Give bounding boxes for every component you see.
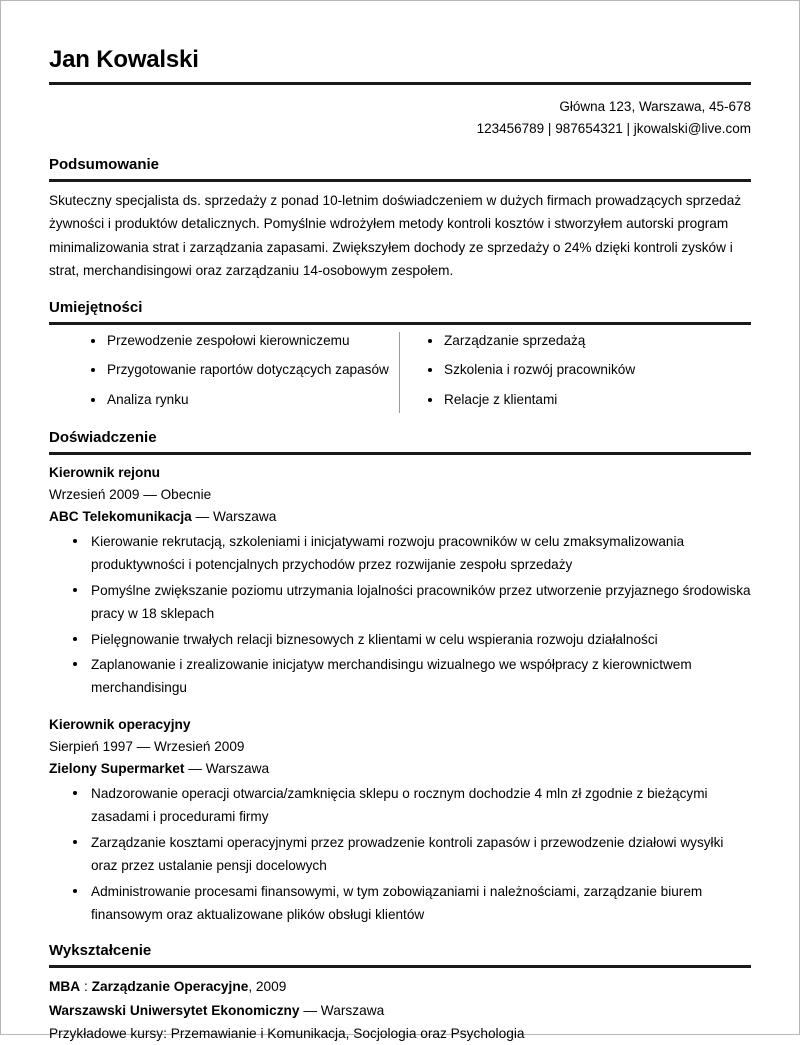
- job-duties: [49, 530, 751, 700]
- job-duties: [49, 782, 751, 926]
- job-company-line: [49, 758, 751, 780]
- job-company: ABC Telekomunikacja: [49, 508, 192, 524]
- section-title-skills: Umiejętności: [49, 298, 143, 316]
- list-item: Analiza rynku: [91, 391, 399, 409]
- list-item: Przewodzenie zespołowi kierowniczemu: [91, 332, 399, 350]
- experience-entry: [49, 462, 751, 700]
- header-divider: [49, 82, 751, 85]
- section-divider-skills: [49, 322, 751, 325]
- job-location: — Warszawa: [184, 760, 270, 776]
- degree-field: Zarządzanie Operacyjne: [91, 979, 249, 995]
- job-position: Kierownik operacyjny: [49, 716, 191, 732]
- list-item: Relacje z klientami: [428, 391, 751, 409]
- section-experience: [49, 429, 751, 927]
- job-location: — Warszawa: [191, 508, 277, 524]
- section-title-education: Wykształcenie: [49, 942, 152, 960]
- section-title-experience: Doświadczenie: [49, 428, 157, 446]
- list-item: Administrowanie procesami finansowymi, w tym zobowiązaniami i należnościami, zarządzanie biurem finansowym oraz aktualizowane plików obsługi klientów: [73, 880, 751, 927]
- job-company: Zielony Supermarket: [49, 760, 185, 776]
- list-item: Kierowanie rekrutacją, szkoleniami i inicjatywami rozwoju pracowników w celu zmaksymalizowania produktywności i potencjalnych przychodów przez rozwijanie zespołu sprzedaży: [73, 530, 751, 577]
- list-item: Przygotowanie raportów dotyczących zapasów: [91, 361, 399, 379]
- resume-header: [49, 47, 751, 140]
- job-company-line: [49, 506, 751, 528]
- list-item: Pielęgnowanie trwałych relacji biznesowych z klientami w celu wspierania rozwoju działalności: [73, 628, 751, 651]
- job-dates: Sierpień 1997 — Wrzesień 2009: [49, 738, 245, 754]
- section-skills: [49, 299, 751, 413]
- section-summary: [49, 156, 751, 283]
- list-item: Szkolenia i rozwój pracowników: [428, 361, 751, 379]
- degree-abbreviation: MBA: [49, 979, 81, 995]
- skills-column-right: [400, 332, 751, 413]
- list-item: Pomyślne zwiększanie poziomu utrzymania lojalności pracowników przez utworzenie przyjaznego środowiska pracy w 18 sklepach: [73, 579, 751, 626]
- degree-year: , 2009: [248, 979, 287, 995]
- experience-entry: [49, 714, 751, 927]
- candidate-name: Jan Kowalski: [49, 46, 199, 73]
- school-location: — Warszawa: [299, 1002, 385, 1018]
- section-divider-experience: [49, 452, 751, 455]
- section-divider-education: [49, 965, 751, 968]
- section-title-summary: Podsumowanie: [49, 156, 160, 174]
- job-dates: Wrzesień 2009 — Obecnie: [49, 486, 212, 502]
- list-item: Zarządzanie kosztami operacyjnymi przez prowadzenie kontroli zapasów i przewodzenie działowi wysyłki oraz przez ustalanie pensji docelowych: [73, 831, 751, 878]
- education-courses: Przykładowe kursy: Przemawianie i Komunikacja, Socjologia oraz Psychologia: [49, 1025, 525, 1041]
- school-name: Warszawski Uniwersytet Ekonomiczny: [49, 1002, 300, 1018]
- contact-block: [49, 96, 751, 140]
- list-item: Nadzorowanie operacji otwarcia/zamknięcia sklepu o rocznym dochodzie 4 mln zł zgodnie z bieżącymi zasadami i procedurami firmy: [73, 782, 751, 829]
- education-degree-line: [49, 975, 751, 998]
- list-item: Zarządzanie sprzedażą: [428, 332, 751, 350]
- skills-column-left: [49, 332, 400, 413]
- contact-address: Główna 123, Warszawa, 45-678: [559, 99, 751, 115]
- section-divider-summary: [49, 179, 751, 182]
- list-item: Zaplanowanie i zrealizowanie inicjatyw merchandisingu wizualnego we współpracy z kierownictwem merchandisingu: [73, 653, 751, 700]
- education-school-line: [49, 999, 751, 1022]
- contact-phone-email: 123456789 | 987654321 | jkowalski@live.com: [476, 121, 751, 137]
- degree-separator: :: [80, 979, 92, 995]
- job-position: Kierownik rejonu: [49, 464, 161, 480]
- section-education: [49, 942, 751, 1045]
- skills-columns: [49, 332, 751, 413]
- summary-text: Skuteczny specjalista ds. sprzedaży z ponad 10-letnim doświadczeniem w dużych firmach prowadzących sprzedaż żywności i produktów detalicznych. Pomyślnie wdrożyłem metody kontroli kosztów i stworzyłem autorski program minimalizowania strat i zarządzania zapasami. Zwiększyłem dochody ze sprzedaży o 24% dzięki kontroli zysków i strat, merchandisingowi oraz zarządzaniu 14-osobowym zespołem.: [49, 193, 742, 279]
